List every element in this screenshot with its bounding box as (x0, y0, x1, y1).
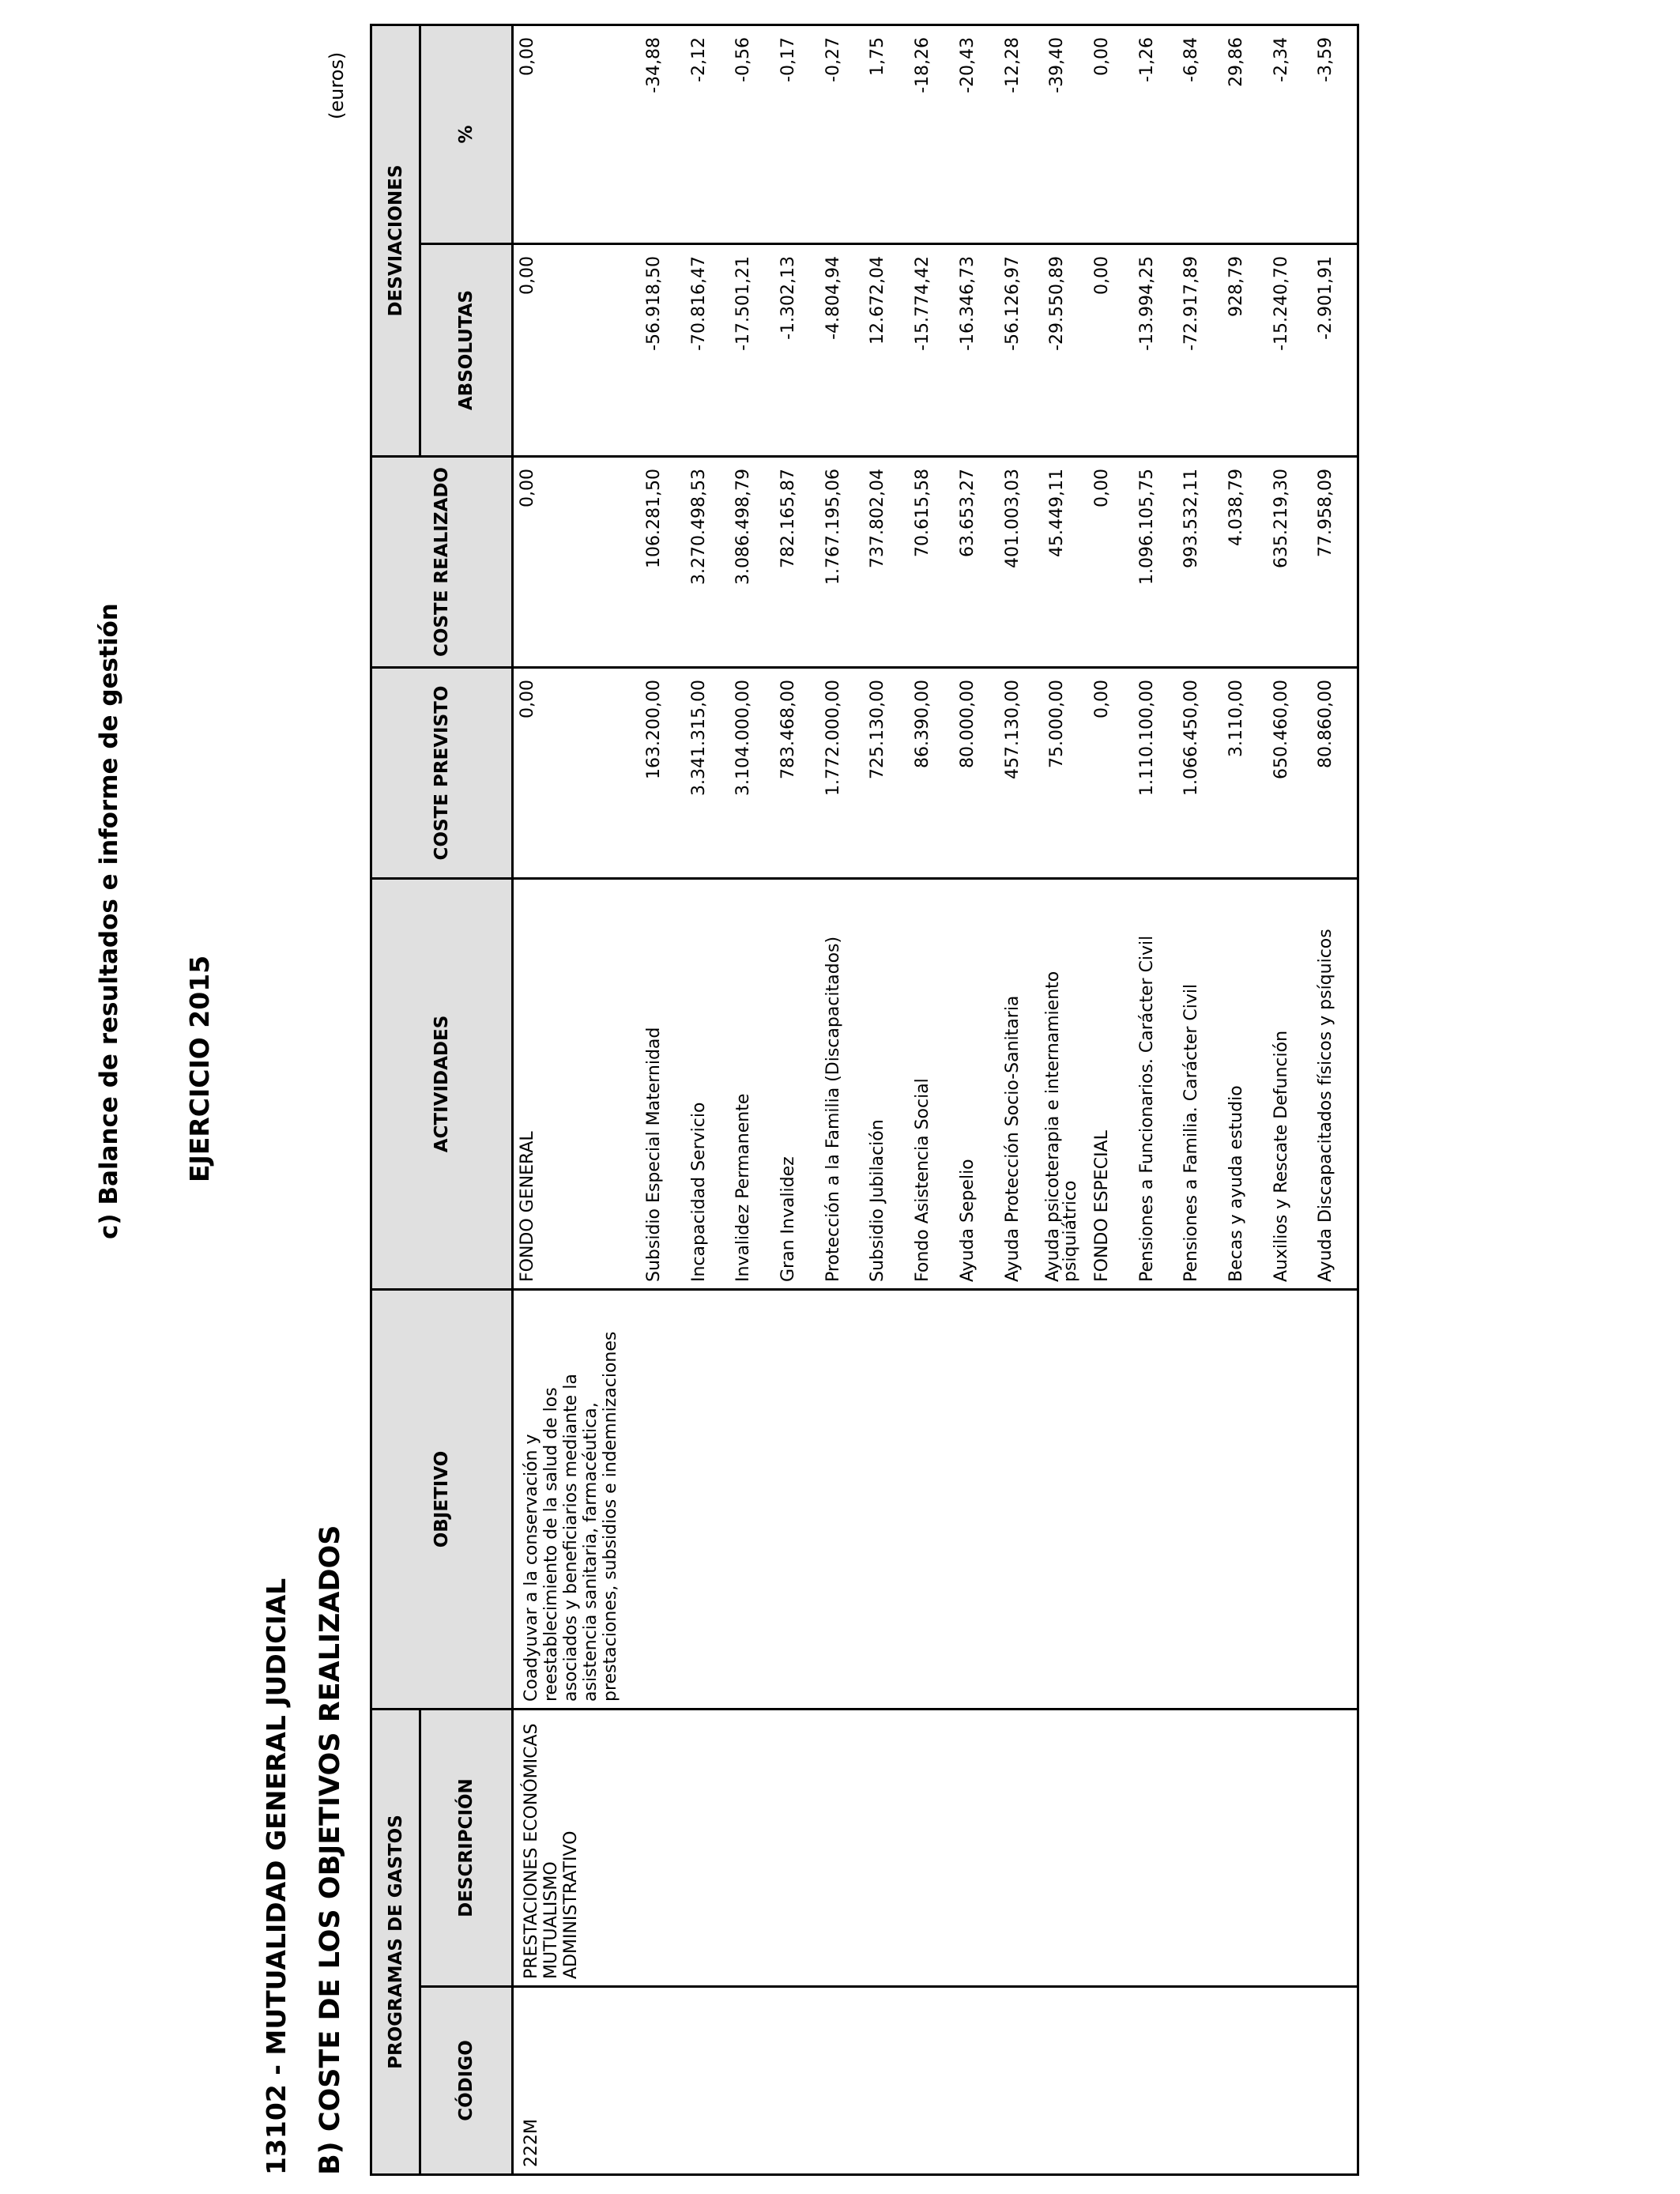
coste-previsto-cell: 163.200,00 (644, 680, 664, 779)
activity-cell: Becas y ayuda estudio (1226, 1085, 1246, 1282)
desviacion-porcentaje-cell: -39,40 (1047, 37, 1068, 93)
header-objetivo: OBJETIVO (371, 1290, 513, 1710)
header-coste-previsto: COSTE PREVISTO (371, 668, 513, 879)
desviacion-absoluta-list (514, 245, 1357, 455)
program-code: 222M (522, 2119, 541, 2167)
desviacion-absoluta-cell: -72.917,89 (1181, 256, 1202, 351)
activity-cell: Subsidio Especial Maternidad (644, 1027, 664, 1282)
report-subtitle: B) COSTE DE LOS OBJETIVOS REALIZADOS (315, 1525, 346, 2175)
desviacion-absoluta-cell: -15.240,70 (1271, 256, 1291, 351)
activity-cell: Ayuda Discapacitados físicos y psíquicos (1316, 929, 1336, 1282)
coste-previsto-cell: 0,00 (1091, 680, 1112, 718)
desviacion-absoluta-cell: -17.501,21 (733, 256, 754, 351)
desviacion-porcentaje-cell: -0,17 (778, 37, 799, 82)
coste-previsto-cell: 1.066.450,00 (1181, 680, 1202, 796)
coste-realizado-cell: 45.449,11 (1047, 469, 1068, 557)
header-descripcion: DESCRIPCIÓN (420, 1710, 513, 1987)
desviacion-porcentaje-cell: -18,26 (913, 37, 933, 93)
desviacion-porcentaje-cell: 1,75 (868, 37, 888, 76)
desviacion-porcentaje-cell: 0,00 (518, 37, 537, 76)
coste-previsto-cell: 725.130,00 (868, 680, 888, 779)
header-codigo: CÓDIGO (420, 1987, 513, 2175)
coste-previsto-cell: 80.860,00 (1316, 680, 1336, 768)
coste-realizado-cell: 3.270.498,53 (688, 469, 709, 585)
activity-cell: Subsidio Jubilación (868, 1119, 888, 1282)
desviacion-absoluta-cell: -56.918,50 (644, 256, 664, 351)
coste-realizado-cell: 635.219,30 (1271, 469, 1291, 568)
activity-cell: Invalidez Permanente (733, 1093, 754, 1282)
program-objective: Coadyuvar a la conservación y reestablecimiento de la salud de los asociados y beneficiarios mediante la asistencia sanitaria, farmacéutica, prestaciones, subsidios e indemnizaciones (522, 1331, 620, 1702)
desviacion-absoluta-cell: -15.774,42 (913, 256, 933, 351)
coste-previsto-cell: 0,00 (518, 680, 537, 718)
desviacion-porcentaje-cell: -1,26 (1136, 37, 1157, 82)
desviacion-porcentaje-cell: -34,88 (644, 37, 664, 93)
desviacion-porcentaje-cell: 29,86 (1226, 37, 1246, 87)
desviacion-absoluta-cell: 928,79 (1226, 256, 1246, 317)
coste-realizado-cell: 4.038,79 (1226, 469, 1246, 546)
header-actividades: ACTIVIDADES (371, 879, 513, 1290)
coste-realizado-cell: 782.165,87 (778, 469, 799, 568)
coste-realizado-cell: 3.086.498,79 (733, 469, 754, 585)
activity-cell: Auxilios y Rescate Defunción (1271, 1030, 1291, 1282)
header-porcentaje: % (420, 25, 513, 244)
activity-cell: FONDO ESPECIAL (1091, 1130, 1112, 1282)
coste-previsto-cell: 86.390,00 (913, 680, 933, 768)
program-description: PRESTACIONES ECONÓMICAS MUTUALISMO ADMINISTRATIVO (522, 1723, 581, 1979)
coste-realizado-cell: 1.767.195,06 (823, 469, 843, 585)
coste-previsto-list (514, 669, 1357, 877)
activities-list (514, 880, 1357, 1288)
activity-cell: Incapacidad Servicio (688, 1102, 709, 1282)
desviacion-absoluta-cell: -29.550,89 (1047, 256, 1068, 351)
header-coste-realizado: COSTE REALIZADO (371, 457, 513, 668)
coste-realizado-cell: 0,00 (518, 469, 537, 507)
desviacion-absoluta-cell: -4.804,94 (823, 256, 843, 340)
activity-cell: Ayuda Sepelio (957, 1159, 977, 1282)
coste-previsto-cell: 1.110.100,00 (1136, 680, 1157, 796)
desviacion-absoluta-cell: -13.994,25 (1136, 256, 1157, 351)
coste-realizado-cell: 77.958,09 (1316, 469, 1336, 557)
desviacion-absoluta-cell: 12.672,04 (868, 256, 888, 345)
section-title: c) Balance de resultados e informe de gestión (95, 603, 123, 1239)
activity-cell: Ayuda psicoterapia e internamiento psiquiátrico (1043, 971, 1081, 1282)
coste-previsto-cell: 457.130,00 (1002, 680, 1023, 779)
coste-realizado-cell: 70.615,58 (913, 469, 933, 557)
desviacion-porcentaje-cell: 0,00 (1091, 37, 1112, 76)
cost-table (370, 24, 1359, 2176)
desviacion-porcentaje-cell: -12,28 (1002, 37, 1023, 93)
activity-cell: Pensiones a Funcionarios. Carácter Civil (1136, 935, 1157, 1282)
activity-cell: Pensiones a Familia. Carácter Civil (1181, 983, 1202, 1282)
desviacion-porcentaje-list (514, 26, 1357, 243)
ejercicio-title: EJERCICIO 2015 (184, 955, 215, 1182)
header-programas: PROGRAMAS DE GASTOS (371, 1710, 420, 2175)
desviacion-porcentaje-cell: -6,84 (1181, 37, 1202, 82)
coste-realizado-cell: 106.281,50 (644, 469, 664, 568)
header-desviaciones: DESVIACIONES (371, 25, 420, 457)
activity-cell: FONDO GENERAL (518, 1131, 537, 1282)
desviacion-absoluta-cell: -2.901,91 (1316, 256, 1336, 340)
desviacion-porcentaje-cell: -3,59 (1316, 37, 1336, 82)
coste-previsto-cell: 650.460,00 (1271, 680, 1291, 779)
coste-previsto-cell: 3.104.000,00 (733, 680, 754, 796)
coste-realizado-cell: 0,00 (1091, 469, 1112, 507)
coste-previsto-cell: 1.772.000,00 (823, 680, 843, 796)
desviacion-absoluta-cell: 0,00 (1091, 256, 1112, 295)
coste-realizado-cell: 993.532,11 (1181, 469, 1202, 568)
desviacion-absoluta-cell: -1.302,13 (778, 256, 799, 340)
coste-realizado-cell: 737.802,04 (868, 469, 888, 568)
organization-title: 13102 - MUTUALIDAD GENERAL JUDICIAL (261, 1578, 292, 2175)
coste-previsto-cell: 75.000,00 (1047, 680, 1068, 768)
header-absolutas: ABSOLUTAS (420, 244, 513, 457)
coste-realizado-cell: 1.096.105,75 (1136, 469, 1157, 585)
desviacion-porcentaje-cell: -20,43 (957, 37, 977, 93)
activity-cell: Gran Invalidez (778, 1156, 799, 1282)
desviacion-absoluta-cell: -56.126,97 (1002, 256, 1023, 351)
desviacion-porcentaje-cell: -0,27 (823, 37, 843, 82)
coste-previsto-cell: 3.341.315,00 (688, 680, 709, 796)
coste-realizado-list (514, 458, 1357, 666)
coste-previsto-cell: 80.000,00 (957, 680, 977, 768)
activity-cell: Fondo Asistencia Social (913, 1078, 933, 1282)
coste-realizado-cell: 401.003,03 (1002, 469, 1023, 568)
activity-cell: Protección a la Familia (Discapacitados) (823, 936, 843, 1282)
coste-realizado-cell: 63.653,27 (957, 469, 977, 557)
desviacion-absoluta-cell: 0,00 (518, 256, 537, 295)
desviacion-porcentaje-cell: -0,56 (733, 37, 754, 82)
desviacion-absoluta-cell: -16.346,73 (957, 256, 977, 351)
units-label: (euros) (326, 51, 348, 119)
desviacion-porcentaje-cell: -2,34 (1271, 37, 1291, 82)
desviacion-porcentaje-cell: -2,12 (688, 37, 709, 82)
activity-cell: Ayuda Protección Socio-Sanitaria (1002, 995, 1023, 1282)
desviacion-absoluta-cell: -70.816,47 (688, 256, 709, 351)
coste-previsto-cell: 3.110,00 (1226, 680, 1246, 757)
coste-previsto-cell: 783.468,00 (778, 680, 799, 779)
